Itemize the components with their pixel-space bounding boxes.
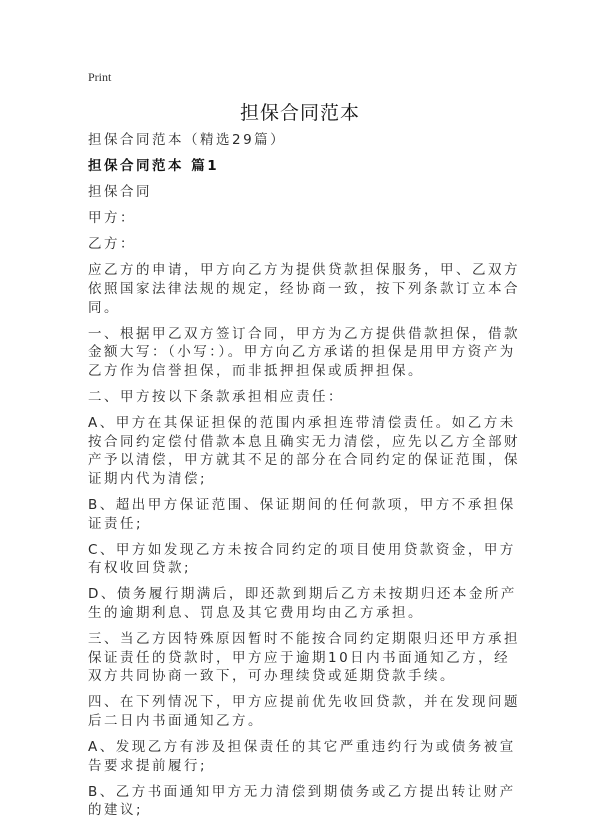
paragraph: 乙方： <box>88 236 136 253</box>
paragraph: 应乙方的申请，甲方向乙方为提供贷款担保服务，甲、乙双方依照国家法律法规的规定，经协商一致，按下列条款订立本合同。 <box>88 262 520 316</box>
paragraph: D、债务履行期满后，即还款到期后乙方未按期归还本金所产生的逾期利息、罚息及其它费用均由乙方承担。 <box>88 586 517 621</box>
paragraph: 甲方： <box>88 210 136 227</box>
paragraph: C、甲方如发现乙方未按合同约定的项目使用贷款资金，甲方有权收回贷款; <box>88 541 516 577</box>
paragraph: 四、在下列情况下，甲方应提前优先收回贷款，并在发现问题后二日内书面通知乙方。 <box>88 694 520 729</box>
paragraph: A、甲方在其保证担保的范围内承担连带清偿责任。如乙方未按合同约定偿付借款本息且确实无力清偿，应先以乙方全部财产予以清偿，甲方就其不足的部分在合同约定的保证范围，保证期内代为清偿; <box>88 415 520 487</box>
paragraph: 担保合同 <box>88 184 152 201</box>
paragraph: A、发现乙方有涉及担保责任的其它严重违约行为或债务被宣告要求提前履行; <box>88 739 516 774</box>
paragraph: 二、甲方按以下条款承担相应责任： <box>88 389 344 406</box>
section-heading: 担保合同范本 篇1 <box>88 158 220 175</box>
paragraph: 担保合同范本（精选29篇） <box>88 132 287 148</box>
document-title: 担保合同范本 <box>239 102 360 124</box>
print-link[interactable]: Print <box>88 70 112 84</box>
paragraph: 一、根据甲乙双方签订合同，甲方为乙方提供借款担保，借款金额大写：（小写：）。甲方向乙方承诺的担保是用甲方资产为乙方作为信誉担保，而非抵押担保或质押担保。 <box>88 325 520 379</box>
paragraph: 三、当乙方因特殊原因暂时不能按合同约定期限归还甲方承担保证责任的贷款时，甲方应于逾期10日内书面通知乙方，经双方共同协商一致下，可办理续贷或延期贷款手续。 <box>88 631 520 685</box>
paragraph: B、超出甲方保证范围、保证期间的任何款项，甲方不承担保证责任; <box>88 497 516 532</box>
document-body <box>88 131 525 827</box>
paragraph: B、乙方书面通知甲方无力清偿到期债务或乙方提出转让财产的建议; <box>88 783 516 819</box>
